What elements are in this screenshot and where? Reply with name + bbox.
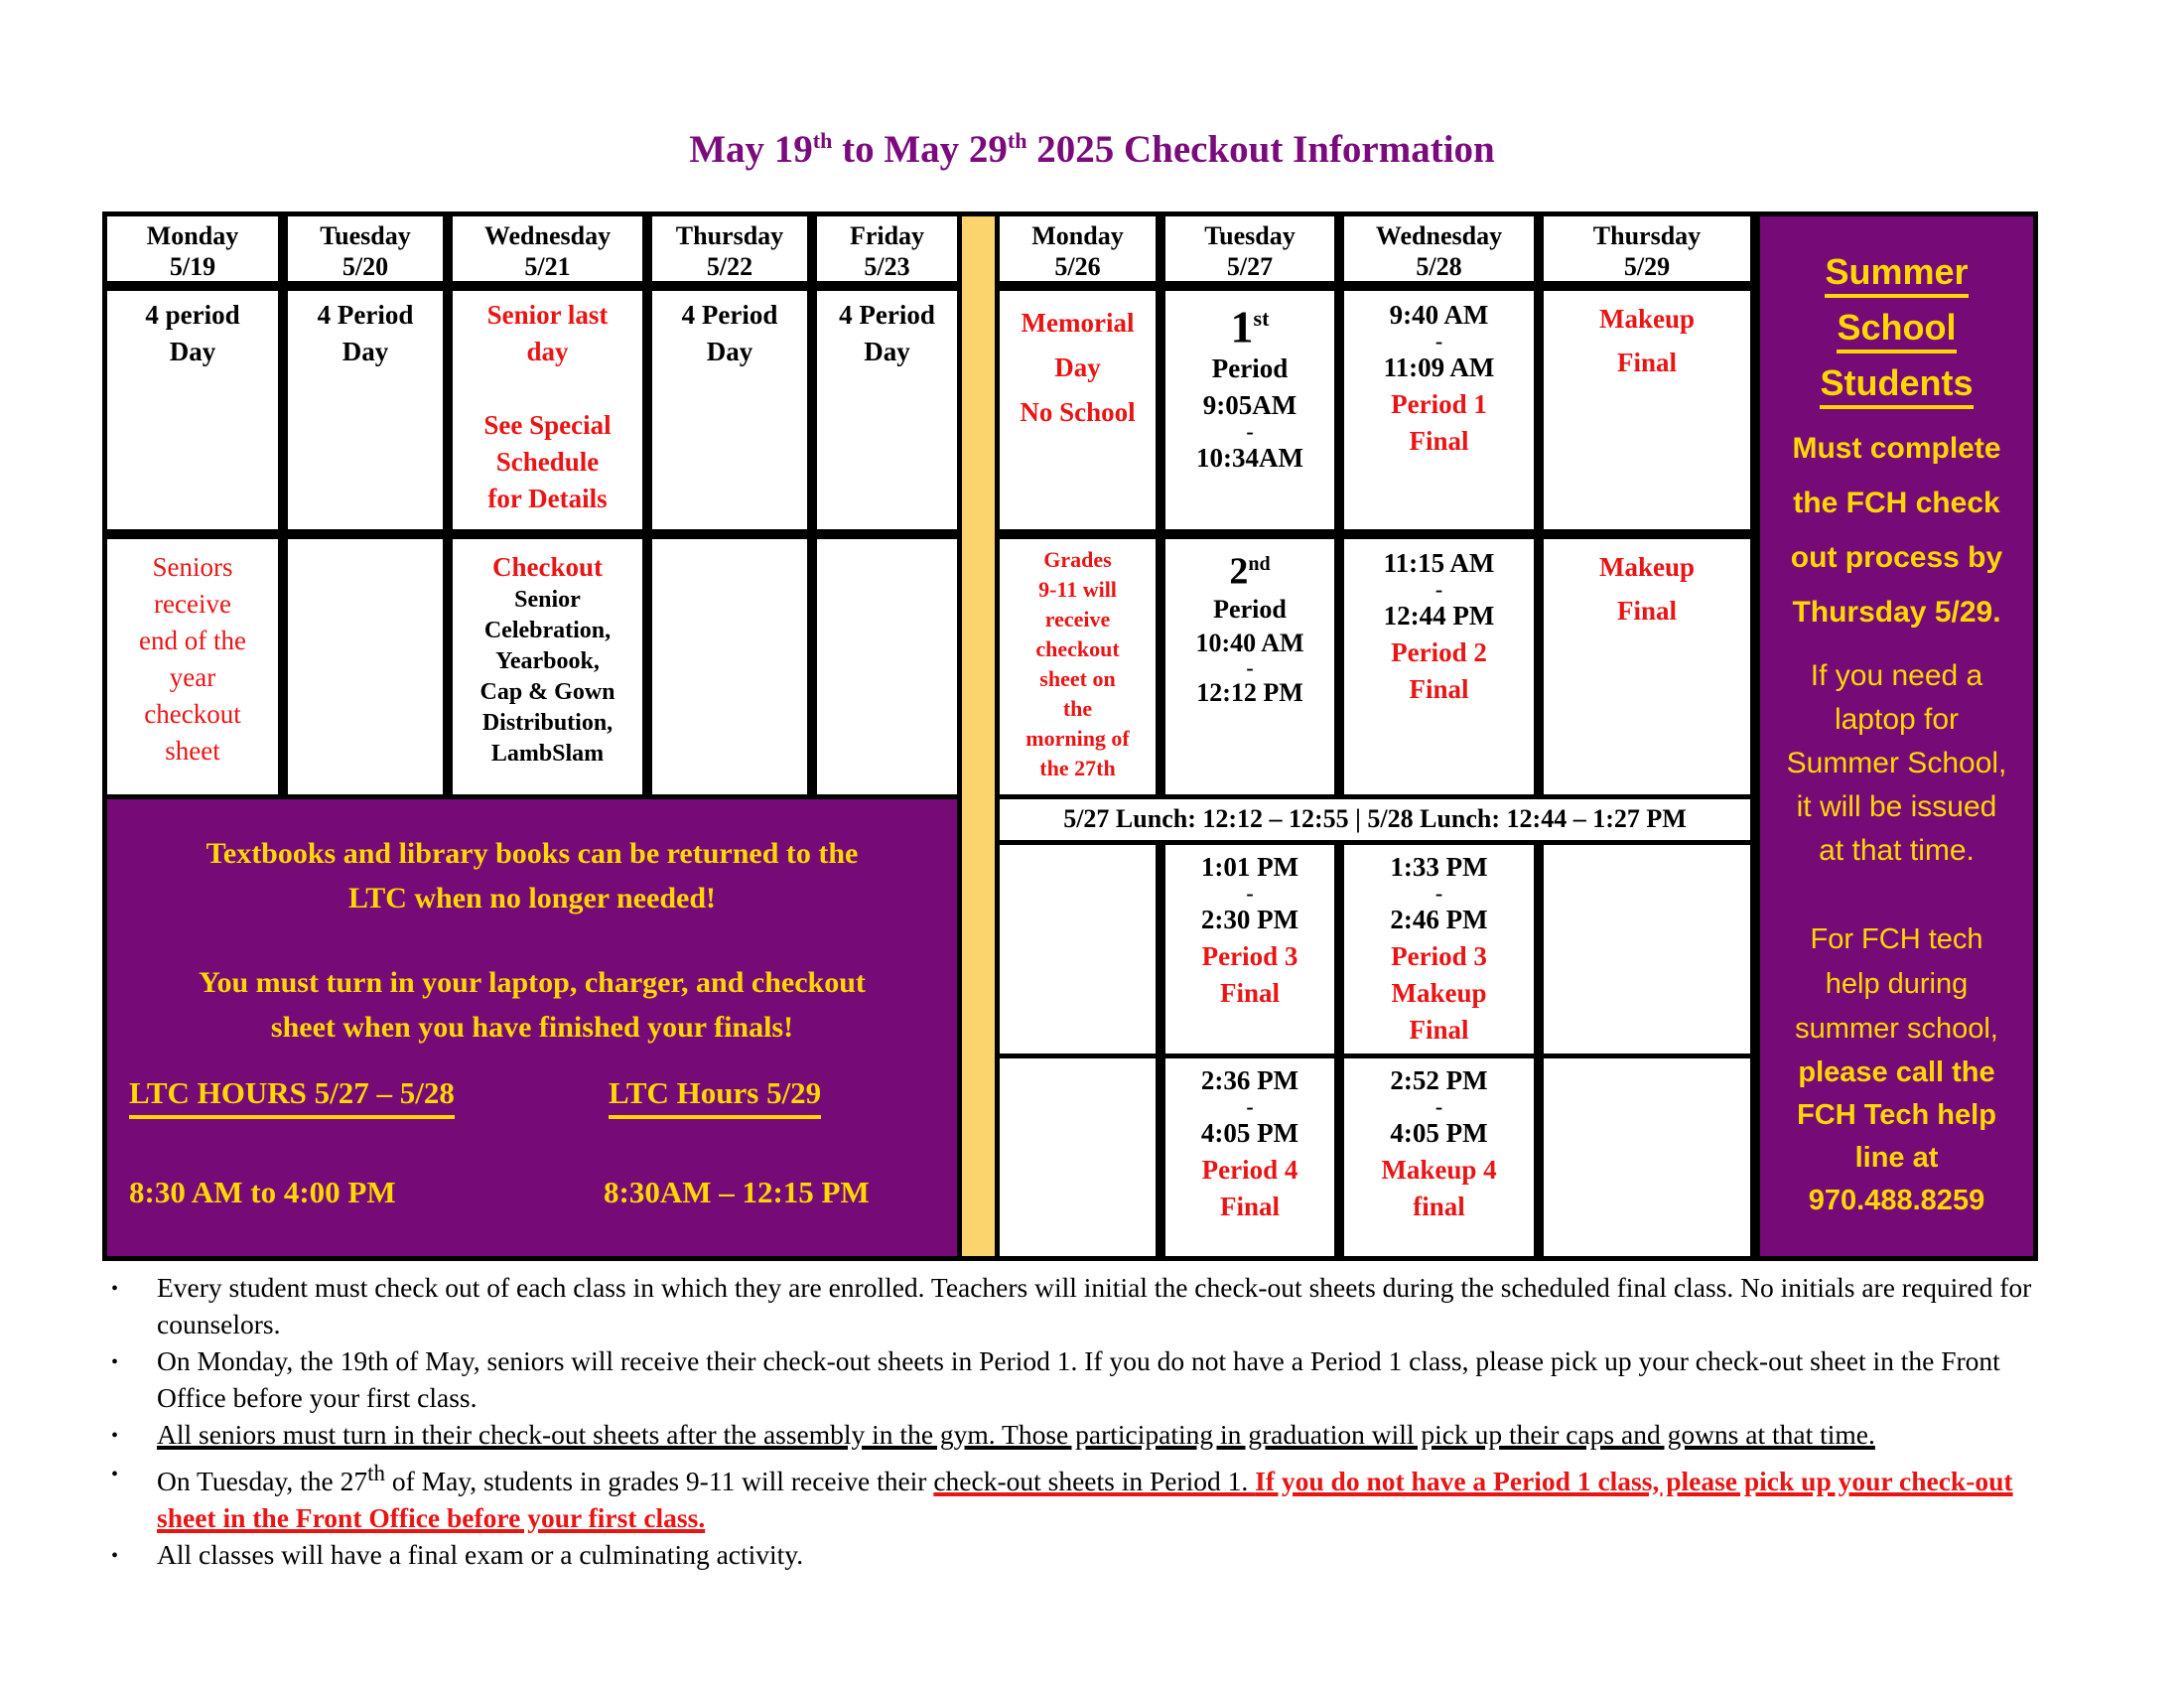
- cell-5-28-period-3-makeup: [1344, 845, 1534, 1054]
- header-date: 5/23: [864, 252, 910, 281]
- checkout-calendar-table: [102, 211, 2038, 1261]
- header-date: 5/21: [524, 252, 571, 281]
- cell-5-29-makeup-final: [1544, 291, 1750, 529]
- four-period-day-text: 4 Period Day: [839, 300, 935, 366]
- cell-5-21-schedule: [453, 291, 642, 529]
- header-date: 5/29: [1623, 252, 1671, 281]
- four-period-day-text: 4 period Day: [145, 300, 240, 366]
- header-thursday-5-29: [1544, 216, 1750, 281]
- second-period-ordinal: 2nd: [1229, 550, 1271, 593]
- seniors-receive-sheet-text: Seniors receive end of the year checkout sheet: [139, 552, 246, 766]
- period-3-makeup-label: Period 3 Makeup Final: [1391, 941, 1487, 1045]
- period-2-final-label: Period 2 Final: [1391, 637, 1487, 704]
- ltc-hours-5-27-5-28-time: 8:30 AM to 4:00 PM: [129, 1175, 396, 1209]
- gold-divider-bar: [962, 216, 995, 1256]
- period-1-final-times: 9:40 AM - 11:09 AM: [1383, 300, 1495, 382]
- makeup-final-label: Makeup Final: [1598, 304, 1696, 377]
- lunch-times-row: [1000, 799, 1750, 840]
- memorial-day-text: Memorial Day No School: [1020, 308, 1136, 427]
- cell-5-26-blank-r4: [1000, 1058, 1156, 1256]
- header-tuesday-5-27: [1165, 216, 1334, 281]
- period-3-final-label: Period 3 Final: [1201, 941, 1298, 1008]
- ltc-hours-5-27-5-28-title: LTC HOURS 5/27 – 5/28: [129, 1075, 455, 1111]
- note-tuesday-grades-9-11: • On Tuesday, the 27th of May, students in grades 9-11 will receive their check-out sheets in Period 1. If you do not have a Period 1 class, please pick up your check-out sheet in the Front Office before your first class.: [99, 1455, 2050, 1536]
- page-title: May 19th to May 29th 2025 Checkout Information: [689, 128, 1495, 171]
- cell-5-28-makeup-4: [1344, 1058, 1534, 1256]
- header-day: Tuesday: [1204, 221, 1296, 250]
- checkout-notes-list: [99, 1269, 2050, 1575]
- cell-5-26-blank-r3: [1000, 845, 1156, 1054]
- grades-9-11-text: Grades 9-11 will receive checkout sheet on the morning of the 27th: [1025, 547, 1130, 780]
- note-final-exam: • All classes will have a final exam or a culminating activity.: [99, 1536, 2050, 1575]
- header-day: Wednesday: [1375, 221, 1503, 250]
- period-4-final-label: Period 4 Final: [1201, 1155, 1298, 1221]
- note-seniors-assembly: • All seniors must turn in their check-out sheets after the assembly in the gym. Those participating in graduation will pick up their caps and gowns at that time.: [99, 1416, 2050, 1455]
- senior-last-day-text: Senior last day See Special Schedule for Details: [483, 300, 612, 513]
- cell-5-22-blank: [652, 539, 807, 794]
- header-day: Friday: [849, 221, 925, 250]
- period-1-final-label: Period 1 Final: [1391, 389, 1487, 456]
- four-period-day-text: 4 Period Day: [317, 300, 414, 366]
- header-date: 5/22: [706, 252, 753, 281]
- laptop-issue-text: If you need a laptop for Summer School, it will be issued at that time.: [1786, 659, 2007, 867]
- cell-5-20-schedule: [288, 291, 443, 529]
- cell-5-29-blank-r3: [1544, 845, 1750, 1054]
- header-thursday-5-22: [652, 216, 807, 281]
- cell-5-28-period-2-final: [1344, 539, 1534, 794]
- bullet-icon: •: [111, 1351, 119, 1373]
- header-day: Monday: [1031, 221, 1124, 250]
- cell-5-23-blank: [817, 539, 957, 794]
- header-day: Wednesday: [483, 221, 612, 250]
- header-day: Monday: [146, 221, 239, 250]
- header-date: 5/20: [341, 252, 389, 281]
- cell-5-21-checkout-events: [453, 539, 642, 794]
- first-period-times: Period 9:05AM - 10:34AM: [1196, 353, 1303, 474]
- checkout-title: Checkout: [491, 552, 603, 582]
- header-date: 5/28: [1416, 252, 1462, 281]
- note-monday-seniors: • On Monday, the 19th of May, seniors will receive their check-out sheets in Period 1. If you do not have a Period 1 class, please pick up your check-out sheet in the Front Office before your first class.: [99, 1342, 2050, 1416]
- laptop-turn-in-text: You must turn in your laptop, charger, and checkout sheet when you have finished your finals!: [199, 966, 866, 1044]
- cell-5-26-memorial-day: [1000, 291, 1156, 529]
- summer-school-students-heading: Summer School Students: [1760, 216, 2033, 411]
- period-3-final-times: 1:01 PM - 2:30 PM: [1200, 852, 1299, 934]
- makeup-4-label: Makeup 4 final: [1381, 1155, 1497, 1221]
- fch-tech-help-phone: please call the FCH Tech help line at 970.488.8259: [1797, 1056, 1996, 1216]
- cell-5-27-period-4-final: [1165, 1058, 1334, 1256]
- checkout-events-list: Senior Celebration, Yearbook, Cap & Gown Distribution, LambSlam: [479, 587, 615, 767]
- header-wednesday-5-28: [1344, 216, 1534, 281]
- ltc-return-banner: [107, 799, 957, 1256]
- cell-5-20-blank: [288, 539, 443, 794]
- header-day: Thursday: [1592, 221, 1702, 250]
- bullet-icon: •: [111, 1278, 119, 1300]
- period-3-makeup-times: 1:33 PM - 2:46 PM: [1390, 852, 1488, 934]
- header-tuesday-5-20: [288, 216, 443, 281]
- cell-5-22-schedule: [652, 291, 807, 529]
- bullet-icon: •: [111, 1464, 119, 1485]
- bullet-icon: •: [111, 1425, 119, 1447]
- ltc-hours-5-29-title: LTC Hours 5/29: [609, 1075, 821, 1111]
- bullet-icon: •: [111, 1545, 119, 1568]
- cell-5-29-makeup-final-2: [1544, 539, 1750, 794]
- fch-tech-help-text: For FCH tech help during summer school,: [1795, 923, 1998, 1045]
- header-date: 5/26: [1054, 252, 1101, 281]
- cell-5-23-schedule: [817, 291, 957, 529]
- four-period-day-text: 4 Period Day: [681, 300, 778, 366]
- cell-5-27-period-3-final: [1165, 845, 1334, 1054]
- header-day: Thursday: [675, 221, 784, 250]
- cell-5-29-blank-r4: [1544, 1058, 1750, 1256]
- textbooks-return-text: Textbooks and library books can be returned to the LTC when no longer needed!: [205, 837, 859, 914]
- period-4-final-times: 2:36 PM - 4:05 PM: [1200, 1065, 1299, 1148]
- ltc-hours-5-29-time: 8:30AM – 12:15 PM: [604, 1175, 870, 1209]
- fch-checkout-deadline-text: Must complete the FCH check out process by Thursday 5/29.: [1790, 432, 2003, 629]
- header-monday-5-19: [107, 216, 278, 281]
- period-2-final-times: 11:15 AM - 12:44 PM: [1383, 548, 1495, 631]
- cell-5-26-grades-9-11: [1000, 539, 1156, 794]
- header-date: 5/19: [169, 252, 216, 281]
- second-period-times: Period 10:40 AM - 12:12 PM: [1195, 594, 1304, 707]
- header-day: Tuesday: [320, 221, 411, 250]
- makeup-final-label: Makeup Final: [1598, 552, 1696, 626]
- cell-5-28-period-1-final: [1344, 291, 1534, 529]
- lunch-times-text: 5/27 Lunch: 12:12 – 12:55 | 5/28 Lunch: 12:44 – 1:27 PM: [1063, 804, 1687, 833]
- cell-5-19-schedule: [107, 291, 278, 529]
- cell-5-27-period-1: [1165, 291, 1334, 529]
- summer-school-sidebar: [1760, 216, 2033, 1256]
- header-date: 5/27: [1226, 252, 1274, 281]
- first-period-ordinal: 1st: [1230, 301, 1270, 352]
- header-friday-5-23: [817, 216, 957, 281]
- cell-5-19-seniors-checkout: [107, 539, 278, 794]
- makeup-4-times: 2:52 PM - 4:05 PM: [1390, 1065, 1488, 1148]
- header-monday-5-26: [1000, 216, 1156, 281]
- note-every-student: • Every student must check out of each class in which they are enrolled. Teachers will initial the check-out sheets during the scheduled final class. No initials are required for counselors.: [99, 1269, 2050, 1342]
- header-wednesday-5-21: [453, 216, 642, 281]
- cell-5-27-period-2: [1165, 539, 1334, 794]
